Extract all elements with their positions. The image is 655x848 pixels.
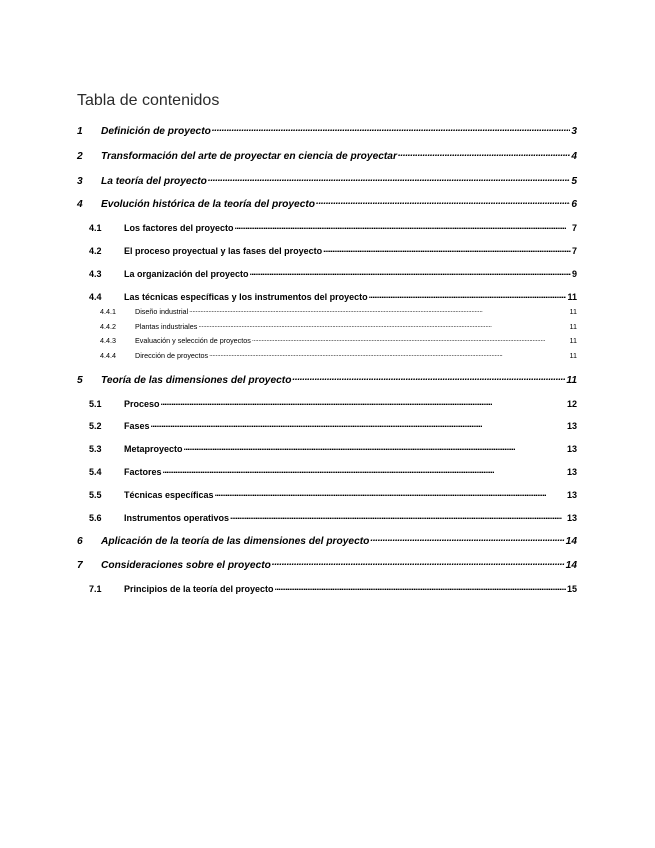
- toc-entry-number: 4.2: [89, 246, 102, 256]
- toc-entry-5[interactable]: [77, 373, 577, 386]
- toc-entry-number: 4.4.4: [100, 351, 116, 361]
- toc-entry-label: Evolución histórica de la teoría del proyecto: [101, 199, 315, 211]
- toc-entry-7-1[interactable]: [89, 583, 577, 594]
- dot-leader: [189, 307, 568, 314]
- toc-entry-number: 2: [77, 151, 83, 163]
- toc-entry-number: 5.2: [89, 421, 102, 431]
- toc-entry-number: 4.4: [89, 292, 102, 302]
- toc-entry-3[interactable]: [77, 174, 577, 187]
- toc-entry-label: Definición de proyecto: [101, 126, 211, 138]
- toc-entry-number: 4.1: [89, 223, 102, 233]
- toc-entry-number: 4.4.3: [100, 336, 116, 346]
- dot-leader: [252, 336, 569, 343]
- toc-entry-4[interactable]: [77, 197, 577, 210]
- toc-entry-page: 14: [565, 560, 577, 572]
- toc-entry-page: 11: [566, 375, 577, 387]
- toc-entry-number: 5.1: [89, 399, 102, 409]
- toc-entry-page: 12: [566, 399, 577, 409]
- dot-leader: [208, 174, 570, 184]
- toc-entry-number: 5.6: [89, 513, 102, 523]
- toc-entry-5-6[interactable]: [89, 512, 577, 523]
- toc-entry-number: 5.4: [89, 467, 102, 477]
- toc-entry-5-3[interactable]: [89, 443, 577, 454]
- toc-entry-label: Diseño industrial: [135, 307, 189, 317]
- dot-leader: [275, 583, 566, 592]
- toc-entry-label: Instrumentos operativos: [124, 513, 230, 523]
- toc-entry-4-4-2[interactable]: [100, 322, 577, 331]
- toc-entry-number: 4: [77, 199, 83, 211]
- toc-entry-4-4-4[interactable]: [100, 351, 577, 360]
- dot-leader: [163, 466, 566, 475]
- toc-entry-4-4-3[interactable]: [100, 336, 577, 345]
- toc-entry-label: Dirección de proyectos: [135, 351, 209, 361]
- dot-leader: [272, 558, 565, 568]
- toc-entry-5-2[interactable]: [89, 420, 577, 431]
- toc-entry-label: Aplicación de la teoría de las dimensiones del proyecto: [101, 536, 370, 548]
- toc-entry-label: La teoría del proyecto: [101, 176, 207, 188]
- toc-entry-5-5[interactable]: [89, 489, 577, 500]
- toc-entry-number: 3: [77, 176, 83, 188]
- toc-entry-4-4[interactable]: [89, 291, 577, 302]
- toc-entry-5-1[interactable]: [89, 398, 577, 409]
- toc-entry-label: Proceso: [124, 399, 160, 409]
- toc-entry-page: 13: [566, 444, 577, 454]
- toc-entry-page: 6: [571, 199, 577, 211]
- toc-entry-number: 7: [77, 560, 83, 572]
- toc-entry-page: 13: [566, 490, 577, 500]
- dot-leader: [212, 124, 571, 134]
- dot-leader: [370, 534, 564, 544]
- toc-entry-label: Teoría de las dimensiones del proyecto: [101, 375, 292, 387]
- toc-entry-number: 7.1: [89, 584, 102, 594]
- toc-entry-page: 13: [566, 513, 577, 523]
- dot-leader: [230, 512, 566, 521]
- toc-entry-number: 6: [77, 536, 83, 548]
- dot-leader: [184, 443, 566, 452]
- toc-entry-page: 14: [565, 536, 577, 548]
- toc-entry-label: Evaluación y selección de proyectos: [135, 336, 251, 346]
- toc-entry-page: 13: [566, 467, 577, 477]
- dot-leader: [235, 222, 571, 231]
- toc-entry-number: 4.4.1: [100, 307, 116, 317]
- toc-entry-number: 5: [77, 375, 83, 387]
- dot-leader: [209, 351, 568, 358]
- toc-entry-5-4[interactable]: [89, 466, 577, 477]
- toc-entry-2[interactable]: [77, 149, 577, 162]
- toc-entry-label: Principios de la teoría del proyecto: [124, 584, 274, 594]
- toc-entry-label: Fases: [124, 421, 150, 431]
- toc-entry-label: Los factores del proyecto: [124, 223, 234, 233]
- toc-entry-label: Técnicas específicas: [124, 490, 214, 500]
- toc-entry-page: 11: [569, 307, 577, 317]
- dot-leader: [161, 398, 566, 407]
- toc-entry-number: 5.5: [89, 490, 102, 500]
- toc-entry-4-3[interactable]: [89, 268, 577, 279]
- dot-leader: [151, 420, 566, 429]
- toc-entry-page: 4: [571, 151, 577, 163]
- toc-entry-4-2[interactable]: [89, 245, 577, 256]
- toc-entry-page: 11: [569, 351, 577, 361]
- toc-entry-4-1[interactable]: [89, 222, 577, 233]
- dot-leader: [316, 197, 570, 207]
- dot-leader: [250, 268, 571, 277]
- toc-entry-label: Las técnicas específicas y los instrumentos del proyecto: [124, 292, 368, 302]
- toc-entry-label: Transformación del arte de proyectar en ciencia de proyectar: [101, 151, 397, 163]
- toc-entry-label: Consideraciones sobre el proyecto: [101, 560, 271, 572]
- toc-entry-page: 7: [571, 246, 577, 256]
- toc-entry-number: 5.3: [89, 444, 102, 454]
- dot-leader: [292, 373, 565, 383]
- toc-entry-page: 5: [571, 176, 577, 188]
- toc-title: Tabla de contenidos: [77, 92, 220, 109]
- toc-entry-page: 11: [569, 336, 577, 346]
- toc-entry-label: Plantas industriales: [135, 322, 198, 332]
- toc-entry-7[interactable]: [77, 558, 577, 571]
- toc-entry-6[interactable]: [77, 534, 577, 547]
- toc-entry-page: 13: [566, 421, 577, 431]
- toc-entry-label: Metaproyecto: [124, 444, 183, 454]
- toc-entry-1[interactable]: [77, 124, 577, 137]
- dot-leader: [398, 149, 570, 159]
- toc-entry-label: Factores: [124, 467, 162, 477]
- toc-entry-page: 3: [571, 126, 577, 138]
- toc-entry-label: La organización del proyecto: [124, 269, 249, 279]
- dot-leader: [323, 245, 571, 254]
- dot-leader: [215, 489, 566, 498]
- toc-entry-number: 4.4.2: [100, 322, 116, 332]
- toc-entry-page: 15: [566, 584, 577, 594]
- toc-entry-page: 11: [567, 292, 577, 302]
- toc-entry-page: 11: [569, 322, 577, 332]
- dot-leader: [369, 291, 567, 300]
- dot-leader: [198, 322, 568, 329]
- toc-entry-page: 9: [571, 269, 577, 279]
- toc-entry-number: 4.3: [89, 269, 102, 279]
- toc-entry-4-4-1[interactable]: [100, 307, 577, 316]
- toc-entry-page: 7: [571, 223, 577, 233]
- toc-entry-label: El proceso proyectual y las fases del proyecto: [124, 246, 323, 256]
- toc-entry-number: 1: [77, 126, 83, 138]
